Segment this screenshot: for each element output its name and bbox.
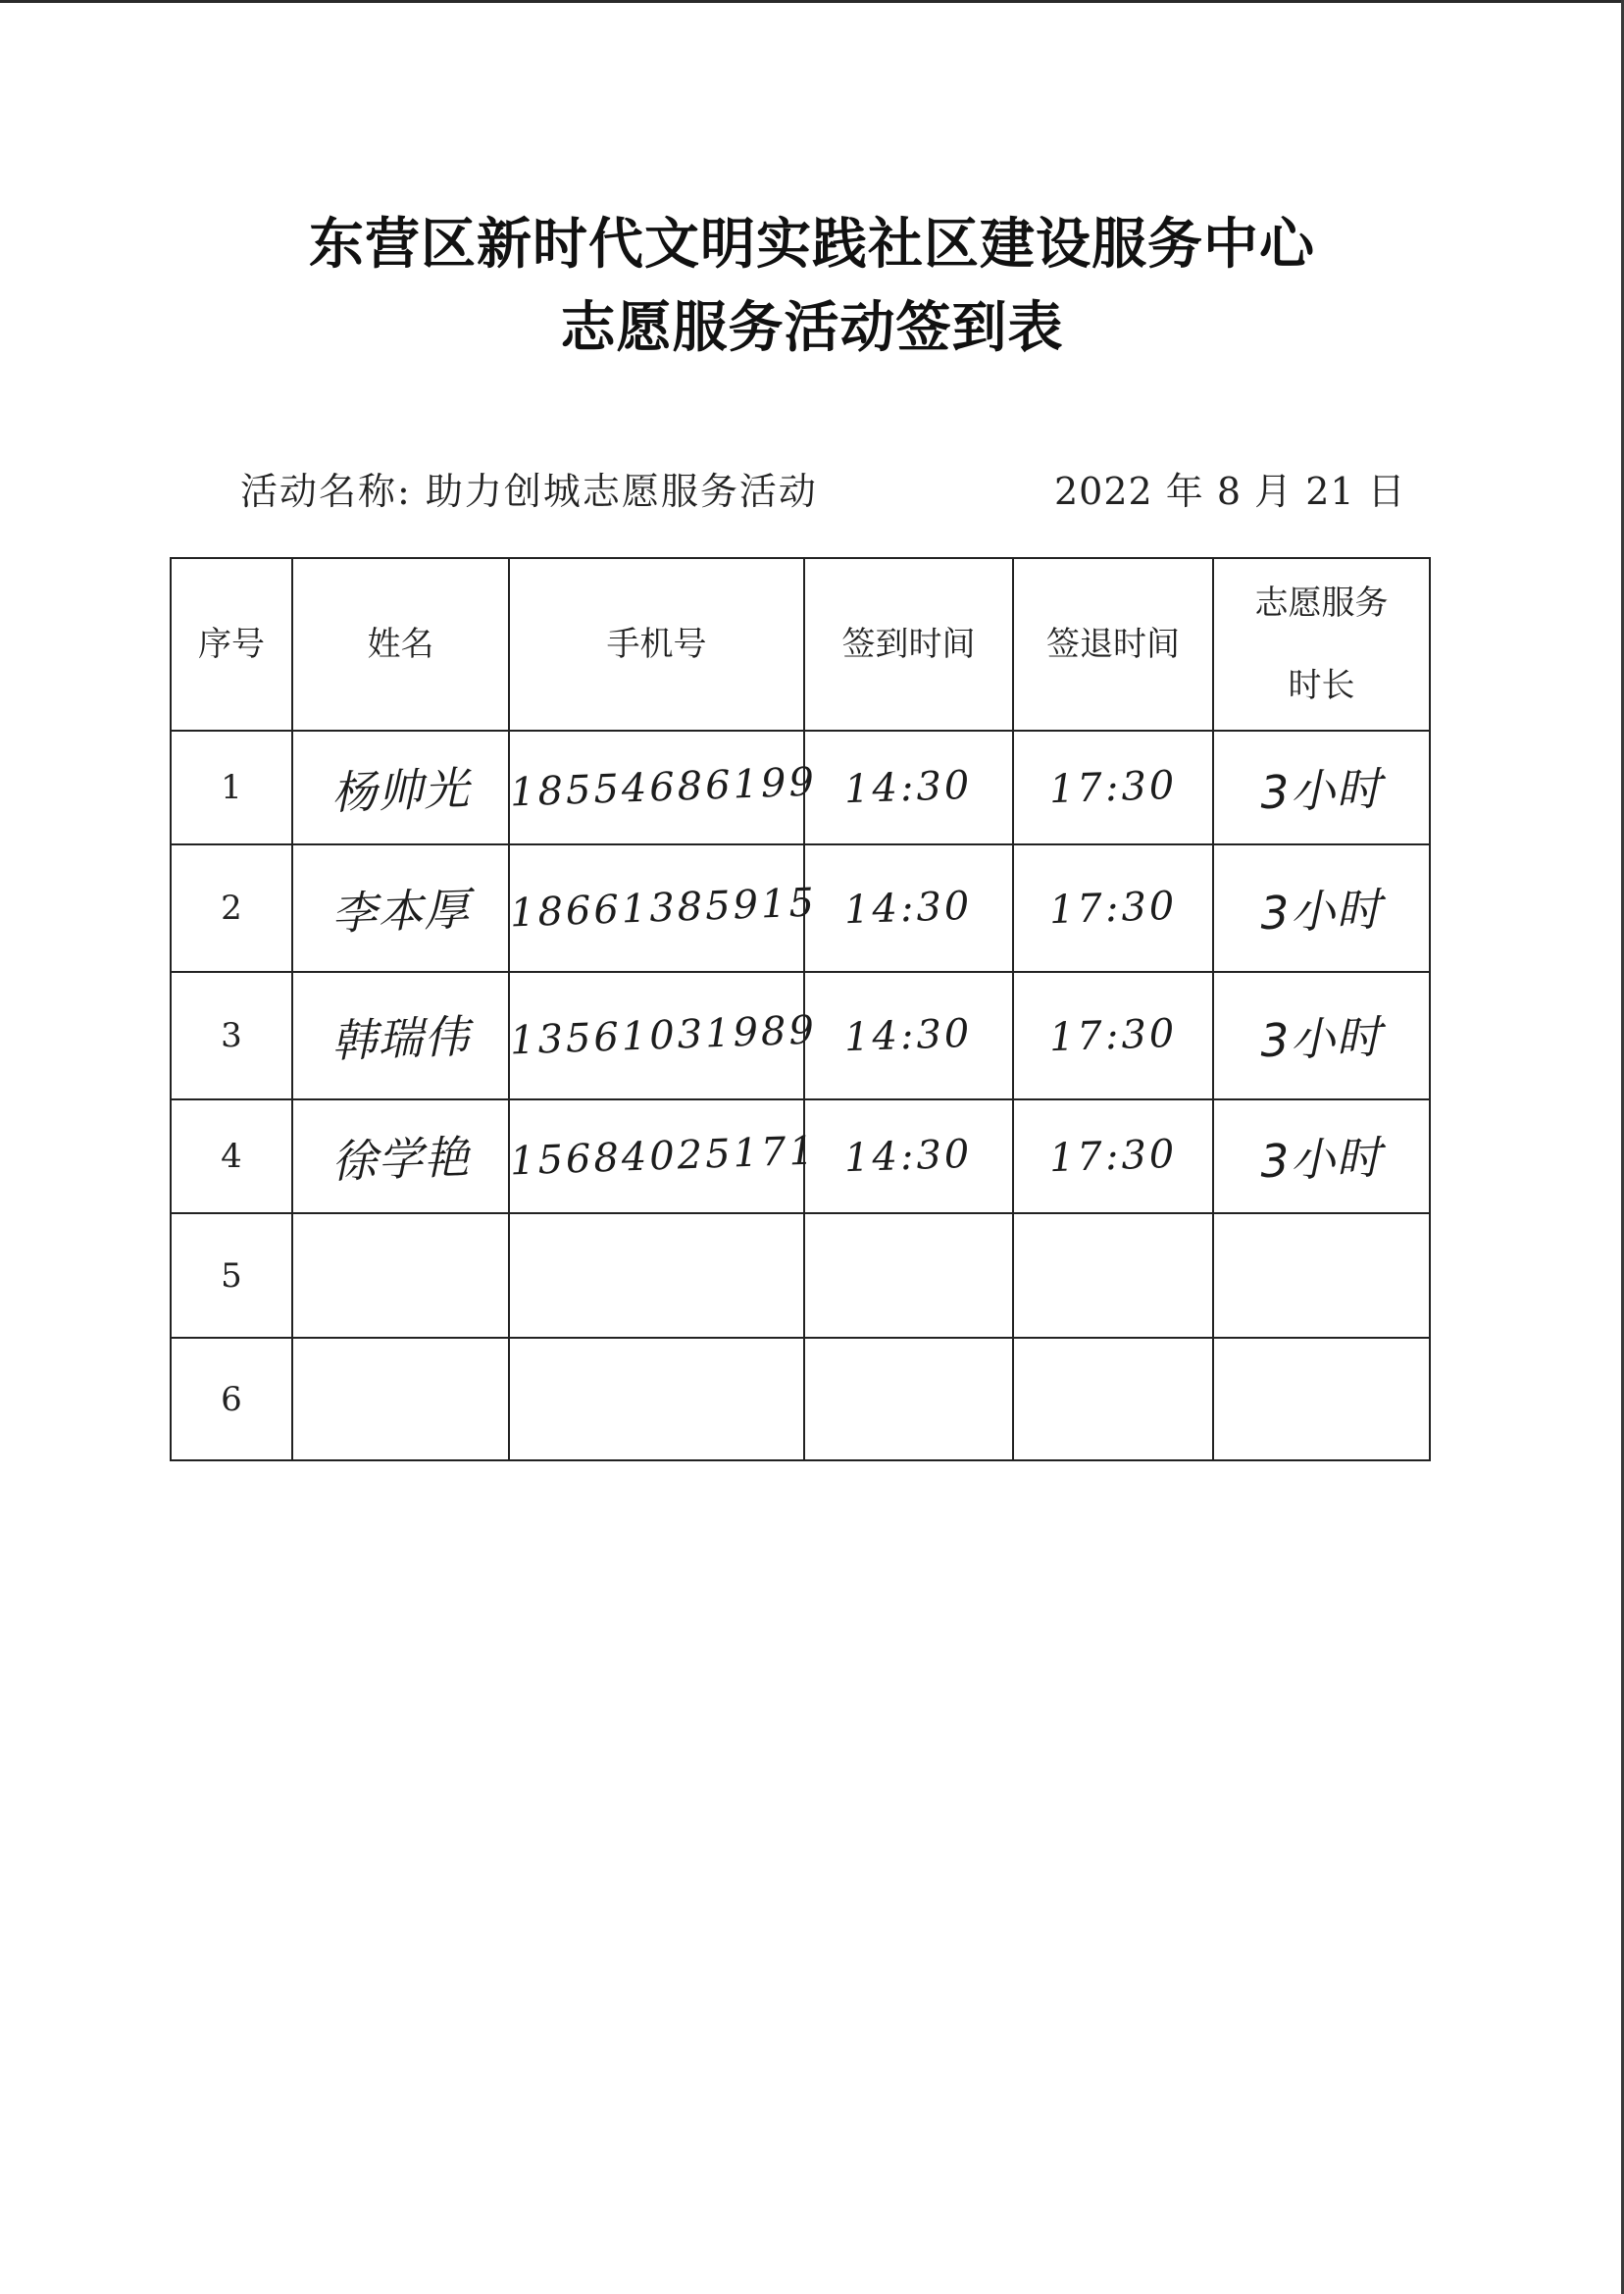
row-duration: 3小时: [1259, 1130, 1384, 1189]
row-sign-out-cell: [1013, 1338, 1213, 1460]
table-row: [171, 1338, 1430, 1460]
row-phone-cell: [509, 972, 818, 1099]
document-title: 东营区新时代文明实践社区建设服务中心: [309, 212, 1315, 277]
row-sign-out: 17:30: [1048, 1131, 1178, 1182]
table-row: [171, 1213, 1430, 1338]
row-sign-out: 17:30: [1048, 762, 1178, 813]
row-sign-out-cell: [1013, 731, 1213, 844]
row-phone-cell: [509, 844, 818, 972]
row-index: 2: [171, 844, 292, 972]
activity-name: 活动名称: 助力创城志愿服务活动: [240, 470, 818, 513]
table-header-row: [171, 558, 1430, 731]
header-phone: 手机号: [509, 558, 804, 731]
row-index: 4: [171, 1099, 292, 1213]
row-phone-cell: [509, 1338, 804, 1460]
row-sign-out: 17:30: [1048, 883, 1178, 934]
row-name: 李本厚: [330, 882, 472, 941]
row-duration: 3小时: [1259, 1009, 1384, 1068]
header-sign-in: 签到时间: [804, 558, 1013, 731]
row-phone: 18554686199: [509, 759, 818, 816]
page-edge-top: [0, 0, 1624, 3]
row-phone-cell: [509, 1099, 818, 1213]
row-name-cell: [292, 1099, 509, 1213]
row-phone-cell: [509, 1213, 804, 1338]
row-sign-in-cell: [804, 1099, 1013, 1213]
header-name: 姓名: [292, 558, 509, 731]
header-duration-label: 志愿服务时长: [1254, 584, 1389, 705]
row-name-cell: [292, 1338, 509, 1460]
row-duration: 3小时: [1259, 882, 1384, 941]
row-name-cell: [292, 972, 509, 1099]
header-sign-out: 签退时间: [1013, 558, 1213, 731]
row-name: 杨帅光: [330, 761, 472, 820]
row-phone: 13561031989: [509, 1007, 818, 1064]
header-index: 序号: [171, 558, 292, 731]
row-name: 韩瑞伟: [330, 1009, 472, 1068]
row-name-cell: [292, 1213, 509, 1338]
row-duration-cell: [1213, 1099, 1430, 1213]
row-sign-out-cell: [1013, 972, 1213, 1099]
document-subtitle: 志愿服务活动签到表: [560, 295, 1064, 360]
row-duration: 3小时: [1259, 761, 1384, 820]
row-name: 徐学艳: [330, 1130, 472, 1189]
row-sign-in-cell: [804, 972, 1013, 1099]
row-name-cell: [292, 731, 509, 844]
row-duration-cell: [1213, 1213, 1430, 1338]
row-sign-out-cell: [1013, 844, 1213, 972]
table-row: [171, 972, 1430, 1099]
row-name-cell: [292, 844, 509, 972]
row-phone-cell: [509, 731, 818, 844]
table-row: [171, 731, 1430, 844]
row-index: 1: [171, 731, 292, 844]
row-phone: 15684025171: [509, 1128, 818, 1185]
row-sign-in: 14:30: [843, 883, 974, 934]
row-sign-out-cell: [1013, 1099, 1213, 1213]
row-sign-out-cell: [1013, 1213, 1213, 1338]
row-phone: 18661385915: [509, 880, 818, 937]
row-index: 3: [171, 972, 292, 1099]
row-sign-in-cell: [804, 1338, 1013, 1460]
row-sign-in: 14:30: [843, 1131, 974, 1182]
row-sign-out: 17:30: [1048, 1010, 1178, 1061]
activity-date: 2022 年 8 月 21 日: [1054, 470, 1406, 513]
table-row: [171, 1099, 1430, 1213]
row-sign-in: 14:30: [843, 762, 974, 813]
row-sign-in-cell: [804, 844, 1013, 972]
row-sign-in: 14:30: [843, 1010, 974, 1061]
row-sign-in-cell: [804, 731, 1013, 844]
header-duration: [1213, 558, 1430, 731]
row-sign-in-cell: [804, 1213, 1013, 1338]
row-duration-cell: [1213, 731, 1430, 844]
row-duration-cell: [1213, 1338, 1430, 1460]
sign-in-table: [170, 557, 1431, 1461]
row-index: 5: [171, 1213, 292, 1338]
row-duration-cell: [1213, 844, 1430, 972]
row-index: 6: [171, 1338, 292, 1460]
table-row: [171, 844, 1430, 972]
row-duration-cell: [1213, 972, 1430, 1099]
